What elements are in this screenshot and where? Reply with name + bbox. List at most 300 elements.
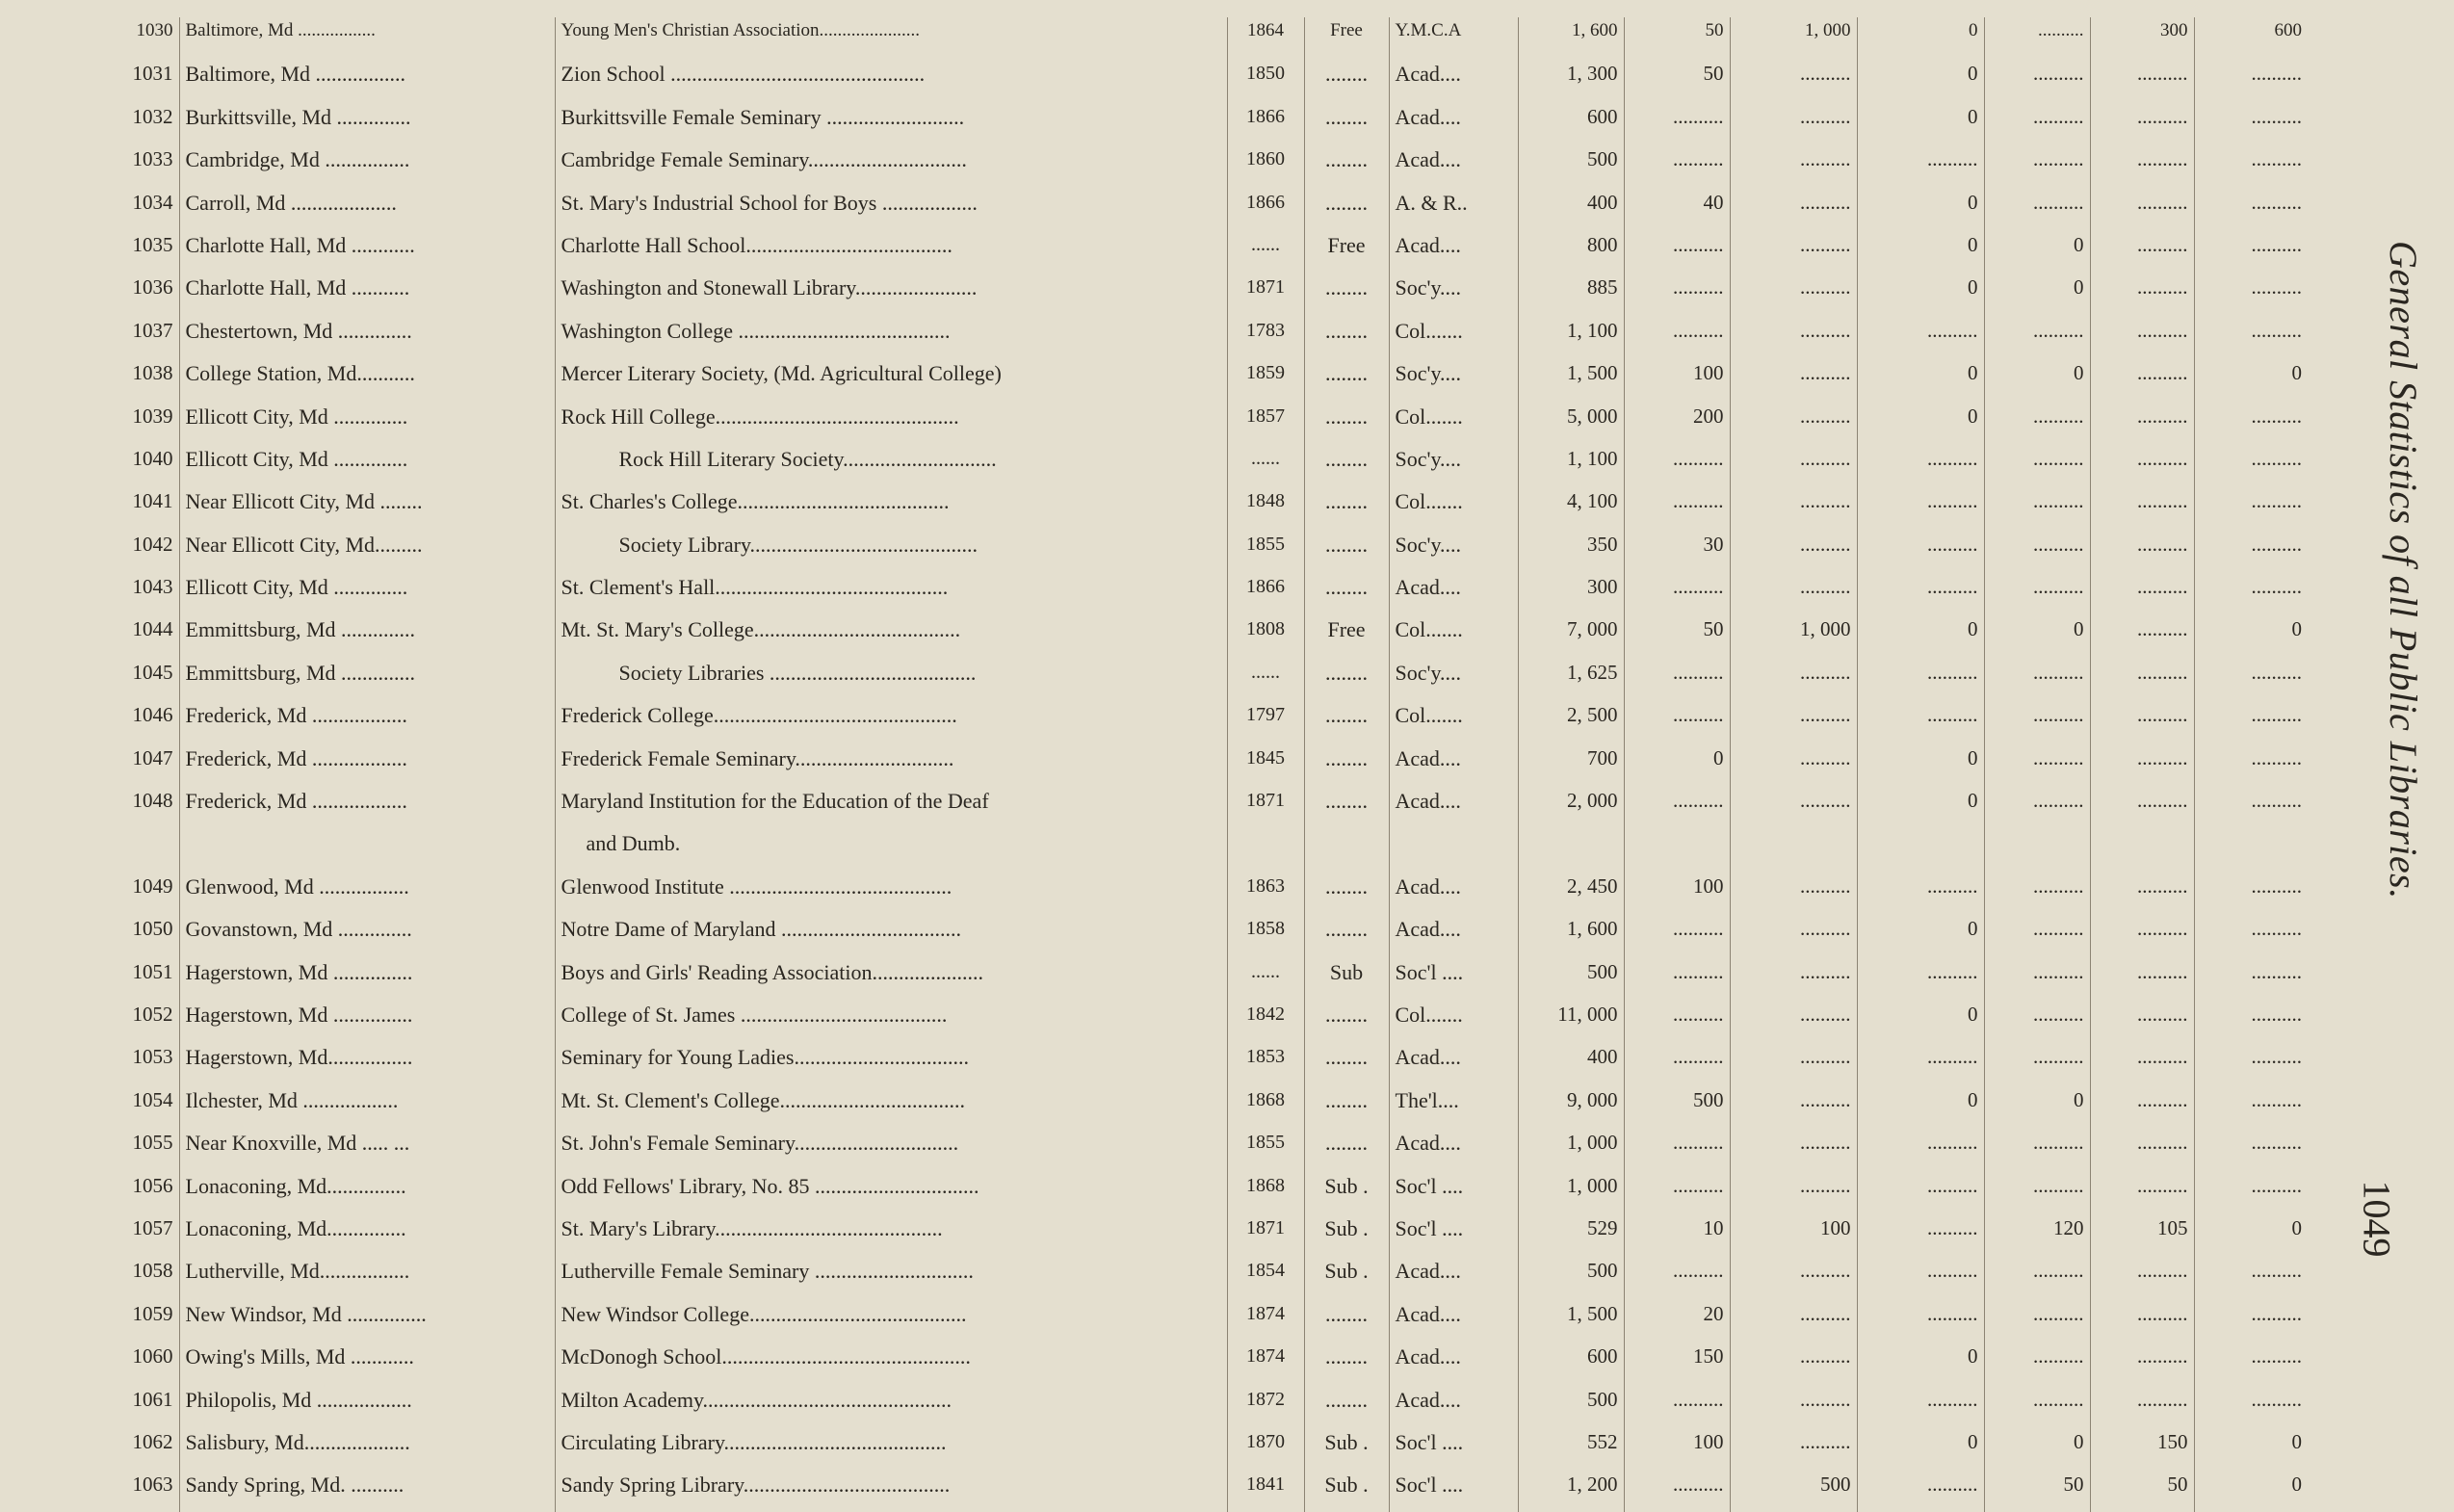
entry-pamphlets: .......... bbox=[1730, 1255, 1857, 1297]
entry-fund: .......... bbox=[1857, 315, 1984, 357]
entry-income: .......... bbox=[1984, 1384, 2090, 1426]
entry-place: Ellicott City, Md .............. bbox=[179, 443, 555, 485]
entry-yearly-increase: .......... bbox=[1624, 699, 1730, 742]
entry-volumes: 2, 450 bbox=[1518, 871, 1624, 913]
entry-yearly-increase: 50 bbox=[1624, 613, 1730, 656]
entry-number: 1057 bbox=[114, 1212, 179, 1255]
entry-volumes: 2, 500 bbox=[1518, 699, 1624, 742]
entry-expenditure-salaries: .......... bbox=[2251, 1259, 2302, 1283]
entry-income: .......... bbox=[1984, 871, 2090, 913]
entry-place: Lonaconing, Md............... bbox=[179, 1170, 555, 1212]
entry-number: 1062 bbox=[114, 1426, 179, 1469]
entry-class: Acad.... bbox=[1389, 58, 1518, 100]
entry-free-or-sub: ........ bbox=[1304, 913, 1389, 955]
entry-fund: .......... bbox=[1857, 143, 1984, 186]
entry-place: Glenwood, Md ................. bbox=[179, 871, 555, 913]
entry-year-founded: ...... bbox=[1227, 443, 1304, 485]
entry-library-name: Zion School ................................................ bbox=[555, 58, 1227, 100]
entry-income: .......... bbox=[1984, 143, 2090, 186]
entry-place: Ilchester, Md .................. bbox=[179, 1084, 555, 1127]
table-row bbox=[114, 1341, 2308, 1383]
entry-library-name: Lutherville Female Seminary .............................. bbox=[555, 1255, 1227, 1297]
entry-income: .......... bbox=[1984, 699, 2090, 742]
entry-class: Col....... bbox=[1389, 315, 1518, 357]
entry-library-name: Cambridge Female Seminary.............................. bbox=[555, 143, 1227, 186]
entry-number: 1047 bbox=[114, 743, 179, 785]
entry-number: 1054 bbox=[114, 1084, 179, 1127]
entry-expenditure-books: .......... bbox=[2090, 485, 2194, 528]
entry-income: .......... bbox=[1984, 401, 2090, 443]
entry-expenditure-salaries: .......... bbox=[2251, 1387, 2302, 1411]
entry-volumes: 600 bbox=[1518, 101, 1624, 143]
entry-expenditure-salaries: .......... bbox=[2251, 446, 2302, 470]
entry-expenditure-books bbox=[2090, 827, 2194, 870]
entry-expenditure-books: .......... bbox=[2090, 571, 2194, 613]
entry-place: Hagerstown, Md ............... bbox=[179, 999, 555, 1041]
entry-free-or-sub: ........ bbox=[1304, 443, 1389, 485]
entry-income: .......... bbox=[1984, 315, 2090, 357]
entry-class: Acad.... bbox=[1389, 143, 1518, 186]
entry-place: Carroll, Md .................... bbox=[179, 187, 555, 229]
entry-class: Acad.... bbox=[1389, 1298, 1518, 1341]
entry-expenditure-books: .......... bbox=[2090, 1255, 2194, 1297]
entry-yearly-increase: .......... bbox=[1624, 1255, 1730, 1297]
entry-volumes: 1, 600 bbox=[1518, 913, 1624, 955]
entry-income: .......... bbox=[1984, 485, 2090, 528]
entry-expenditure-salaries: .......... bbox=[2251, 703, 2302, 727]
entry-fund: 0 bbox=[1857, 58, 1984, 100]
entry-pamphlets: .......... bbox=[1730, 229, 1857, 272]
entry-free-or-sub: ........ bbox=[1304, 485, 1389, 528]
table-body bbox=[114, 17, 2308, 1512]
entry-free-or-sub: ........ bbox=[1304, 272, 1389, 314]
entry-free-or-sub: ........ bbox=[1304, 101, 1389, 143]
entry-fund: .......... bbox=[1857, 1384, 1984, 1426]
entry-volumes: 1, 100 bbox=[1518, 443, 1624, 485]
entry-year-founded: 1874 bbox=[1227, 1341, 1304, 1383]
entry-library-name: New Windsor College......................................... bbox=[555, 1298, 1227, 1341]
entry-volumes: 11, 000 bbox=[1518, 999, 1624, 1041]
entry-expenditure-books: .......... bbox=[2090, 657, 2194, 699]
entry-library-name: Mercer Literary Society, (Md. Agricultural College) bbox=[555, 357, 1227, 400]
entry-free-or-sub: Free bbox=[1304, 229, 1389, 272]
entry-fund: .......... bbox=[1857, 1041, 1984, 1083]
entry-place: Near Ellicott City, Md ........ bbox=[179, 485, 555, 528]
entry-year-founded: 1871 bbox=[1227, 272, 1304, 314]
entry-income: 0 bbox=[1984, 229, 2090, 272]
entry-year-founded: 1872 bbox=[1227, 1384, 1304, 1426]
entry-place: Owing's Mills, Md ............ bbox=[179, 1341, 555, 1383]
entry-volumes: 1, 500 bbox=[1518, 1298, 1624, 1341]
entry-income: 0 bbox=[1984, 357, 2090, 400]
entry-volumes: 1, 000 bbox=[1518, 1170, 1624, 1212]
entry-class: Acad.... bbox=[1389, 571, 1518, 613]
table-row bbox=[114, 1127, 2308, 1169]
entry-class: Soc'l .... bbox=[1389, 956, 1518, 999]
entry-year-founded: 1871 bbox=[1227, 1212, 1304, 1255]
entry-fund: 0 bbox=[1857, 1084, 1984, 1127]
table-row bbox=[114, 743, 2308, 785]
entry-yearly-increase: 30 bbox=[1624, 529, 1730, 571]
entry-volumes: 700 bbox=[1518, 743, 1624, 785]
entry-number: 1050 bbox=[114, 913, 179, 955]
entry-expenditure-salaries: .......... bbox=[2251, 1087, 2302, 1111]
entry-number: 1030 bbox=[114, 17, 179, 58]
entry-pamphlets: .......... bbox=[1730, 187, 1857, 229]
entry-yearly-increase: .......... bbox=[1624, 315, 1730, 357]
entry-year-founded: 1853 bbox=[1227, 1041, 1304, 1083]
entry-expenditure-books: .......... bbox=[2090, 1170, 2194, 1212]
entry-yearly-increase: .......... bbox=[1624, 229, 1730, 272]
entry-number: 1034 bbox=[114, 187, 179, 229]
entry-yearly-increase: 20 bbox=[1624, 1298, 1730, 1341]
table-row bbox=[114, 1298, 2308, 1341]
entry-class: Soc'y.... bbox=[1389, 443, 1518, 485]
entry-library-name: Young Men's Christian Association...................... bbox=[555, 17, 1227, 58]
entry-pamphlets: .......... bbox=[1730, 315, 1857, 357]
entry-expenditure-books: .......... bbox=[2090, 913, 2194, 955]
entry-income: .......... bbox=[1984, 101, 2090, 143]
entry-expenditure-books: .......... bbox=[2090, 1084, 2194, 1127]
entry-expenditure-books: .......... bbox=[2090, 187, 2194, 229]
entry-year-founded: 1870 bbox=[1227, 1426, 1304, 1469]
entry-expenditure-salaries: .......... bbox=[2251, 232, 2302, 256]
entry-fund: .......... bbox=[1857, 529, 1984, 571]
entry-yearly-increase: 100 bbox=[1624, 1426, 1730, 1469]
entry-fund: 0 bbox=[1857, 999, 1984, 1041]
entry-free-or-sub: ........ bbox=[1304, 401, 1389, 443]
entry-class: Acad.... bbox=[1389, 1341, 1518, 1383]
entry-place: Emmittsburg, Md .............. bbox=[179, 657, 555, 699]
entry-expenditure-books: .......... bbox=[2090, 529, 2194, 571]
entry-fund: .......... bbox=[1857, 699, 1984, 742]
entry-pamphlets: .......... bbox=[1730, 1127, 1857, 1169]
entry-class: Soc'l .... bbox=[1389, 1469, 1518, 1511]
entry-class: Acad.... bbox=[1389, 1127, 1518, 1169]
entry-library-name: Odd Fellows' Library, No. 85 ............................... bbox=[555, 1170, 1227, 1212]
entry-expenditure-salaries: .......... bbox=[2251, 190, 2302, 214]
entry-yearly-increase: 50 bbox=[1624, 17, 1730, 58]
entry-year-founded: 1854 bbox=[1227, 1255, 1304, 1297]
entry-number: 1061 bbox=[114, 1384, 179, 1426]
entry-pamphlets: .......... bbox=[1730, 657, 1857, 699]
entry-expenditure-books: 150 bbox=[2090, 1426, 2194, 1469]
entry-volumes: 2, 000 bbox=[1518, 785, 1624, 827]
entry-library-name: Charlotte Hall School....................................... bbox=[555, 229, 1227, 272]
entry-year-founded: 1842 bbox=[1227, 999, 1304, 1041]
entry-pamphlets: .......... bbox=[1730, 1298, 1857, 1341]
entry-library-name: St. Mary's Library........................................... bbox=[555, 1212, 1227, 1255]
entry-expenditure-salaries: .......... bbox=[2251, 489, 2302, 513]
entry-expenditure-salaries: .......... bbox=[2251, 575, 2302, 599]
table-row bbox=[114, 956, 2308, 999]
entry-class: Acad.... bbox=[1389, 1384, 1518, 1426]
table-row bbox=[114, 58, 2308, 100]
entry-volumes: 400 bbox=[1518, 187, 1624, 229]
entry-fund: .......... bbox=[1857, 1170, 1984, 1212]
table-row bbox=[114, 17, 2308, 58]
table-row bbox=[114, 1041, 2308, 1083]
entry-free-or-sub bbox=[1304, 827, 1389, 870]
page-number: 1049 bbox=[2355, 1180, 2399, 1258]
entry-class: Y.M.C.A bbox=[1389, 17, 1518, 58]
entry-expenditure-books: .......... bbox=[2090, 272, 2194, 314]
table-row bbox=[114, 827, 2308, 870]
entry-number: 1055 bbox=[114, 1127, 179, 1169]
entry-income: .......... bbox=[1984, 1298, 2090, 1341]
entry-library-name: Washington College ........................................ bbox=[555, 315, 1227, 357]
entry-library-name: Maryland Institution for the Education of the Deaf bbox=[555, 785, 1227, 827]
entry-pamphlets: 1, 000 bbox=[1730, 613, 1857, 656]
entry-expenditure-salaries: .......... bbox=[2251, 1045, 2302, 1069]
entry-income: .......... bbox=[1984, 657, 2090, 699]
entry-yearly-increase: 150 bbox=[1624, 1341, 1730, 1383]
entry-yearly-increase: 100 bbox=[1624, 357, 1730, 400]
entry-income: .......... bbox=[1984, 58, 2090, 100]
entry-class: Acad.... bbox=[1389, 1255, 1518, 1297]
entry-fund: .......... bbox=[1857, 443, 1984, 485]
entry-pamphlets: .......... bbox=[1730, 571, 1857, 613]
entry-class: Acad.... bbox=[1389, 871, 1518, 913]
table-row bbox=[114, 871, 2308, 913]
entry-place: Near Ellicott City, Md......... bbox=[179, 529, 555, 571]
entry-class: Acad.... bbox=[1389, 913, 1518, 955]
entry-free-or-sub: ........ bbox=[1304, 1041, 1389, 1083]
entry-pamphlets: .......... bbox=[1730, 956, 1857, 999]
table-row bbox=[114, 187, 2308, 229]
table-row bbox=[114, 357, 2308, 400]
entry-class: Soc'y.... bbox=[1389, 272, 1518, 314]
entry-library-name: Rock Hill Literary Society............................. bbox=[555, 443, 1227, 485]
entry-class: Col....... bbox=[1389, 485, 1518, 528]
entry-expenditure-books: 105 bbox=[2090, 1212, 2194, 1255]
table-row bbox=[114, 1384, 2308, 1426]
entry-pamphlets: .......... bbox=[1730, 58, 1857, 100]
table-row bbox=[114, 1212, 2308, 1255]
entry-class: Soc'l .... bbox=[1389, 1426, 1518, 1469]
entry-number: 1063 bbox=[114, 1469, 179, 1511]
entry-fund: 0 bbox=[1857, 187, 1984, 229]
entry-pamphlets: .......... bbox=[1730, 785, 1857, 827]
entry-library-name: and Dumb. bbox=[555, 827, 1227, 870]
entry-yearly-increase: .......... bbox=[1624, 1170, 1730, 1212]
entry-fund: .......... bbox=[1857, 571, 1984, 613]
entry-expenditure-books: .......... bbox=[2090, 743, 2194, 785]
entry-free-or-sub: ........ bbox=[1304, 1384, 1389, 1426]
entry-number: 1042 bbox=[114, 529, 179, 571]
entry-number: 1041 bbox=[114, 485, 179, 528]
entry-volumes bbox=[1518, 827, 1624, 870]
entry-expenditure-books: .......... bbox=[2090, 315, 2194, 357]
entry-volumes: 4, 100 bbox=[1518, 485, 1624, 528]
entry-volumes: 5, 000 bbox=[1518, 401, 1624, 443]
entry-place: Near Knoxville, Md ..... ... bbox=[179, 1127, 555, 1169]
entry-place: Lutherville, Md................. bbox=[179, 1255, 555, 1297]
entry-volumes: 1, 600 bbox=[1518, 17, 1624, 58]
entry-number: 1039 bbox=[114, 401, 179, 443]
entry-year-founded: 1866 bbox=[1227, 101, 1304, 143]
entry-fund: 0 bbox=[1857, 613, 1984, 656]
entry-pamphlets: 500 bbox=[1730, 1469, 1857, 1511]
entry-place: Burkittsville, Md .............. bbox=[179, 101, 555, 143]
entry-yearly-increase: .......... bbox=[1624, 143, 1730, 186]
entry-free-or-sub: ........ bbox=[1304, 1127, 1389, 1169]
entry-fund: .......... bbox=[1857, 956, 1984, 999]
entry-year-founded: 1855 bbox=[1227, 529, 1304, 571]
entry-free-or-sub: Sub . bbox=[1304, 1170, 1389, 1212]
table-row bbox=[114, 272, 2308, 314]
entry-place bbox=[179, 827, 555, 870]
entry-expenditure-salaries: .......... bbox=[2251, 1002, 2302, 1026]
entry-yearly-increase: .......... bbox=[1624, 785, 1730, 827]
entry-expenditure-salaries: .......... bbox=[2251, 318, 2302, 342]
entry-volumes: 529 bbox=[1518, 1212, 1624, 1255]
entry-fund: .......... bbox=[1857, 1127, 1984, 1169]
entry-year-founded: 1850 bbox=[1227, 58, 1304, 100]
entry-year-founded: 1808 bbox=[1227, 613, 1304, 656]
entry-volumes: 1, 500 bbox=[1518, 357, 1624, 400]
entry-income: .......... bbox=[1984, 1041, 2090, 1083]
entry-class: Acad.... bbox=[1389, 743, 1518, 785]
table-row bbox=[114, 1469, 2308, 1511]
entry-year-founded: 1871 bbox=[1227, 785, 1304, 827]
entry-year-founded: 1864 bbox=[1227, 17, 1304, 58]
entry-place: Philopolis, Md .................. bbox=[179, 1384, 555, 1426]
entry-place: Charlotte Hall, Md ............ bbox=[179, 229, 555, 272]
entry-yearly-increase: 200 bbox=[1624, 401, 1730, 443]
entry-expenditure-salaries: 0 bbox=[2291, 1215, 2302, 1239]
entry-pamphlets: .......... bbox=[1730, 1170, 1857, 1212]
entry-expenditure-books: .......... bbox=[2090, 229, 2194, 272]
entry-pamphlets: .......... bbox=[1730, 699, 1857, 742]
entry-yearly-increase: 50 bbox=[1624, 58, 1730, 100]
entry-volumes: 350 bbox=[1518, 529, 1624, 571]
entry-income: .......... bbox=[1984, 1170, 2090, 1212]
entry-expenditure-books: .......... bbox=[2090, 1041, 2194, 1083]
entry-yearly-increase: 40 bbox=[1624, 187, 1730, 229]
table-row bbox=[114, 999, 2308, 1041]
entry-fund: 0 bbox=[1857, 357, 1984, 400]
entry-volumes: 1, 300 bbox=[1518, 58, 1624, 100]
entry-yearly-increase: .......... bbox=[1624, 1469, 1730, 1511]
entry-volumes: 500 bbox=[1518, 1384, 1624, 1426]
entry-library-name: Notre Dame of Maryland .................................. bbox=[555, 913, 1227, 955]
entry-number: 1031 bbox=[114, 58, 179, 100]
entry-income: .......... bbox=[1984, 785, 2090, 827]
entry-income: 50 bbox=[1984, 1469, 2090, 1511]
entry-expenditure-books: 50 bbox=[2090, 1469, 2194, 1511]
table-row bbox=[114, 1255, 2308, 1297]
entry-year-founded: ...... bbox=[1227, 657, 1304, 699]
entry-expenditure-salaries: .......... bbox=[2251, 660, 2302, 684]
entry-expenditure-salaries: 0 bbox=[2291, 1429, 2302, 1453]
entry-volumes: 9, 000 bbox=[1518, 1084, 1624, 1127]
entry-pamphlets bbox=[1730, 827, 1857, 870]
entry-expenditure-books: .......... bbox=[2090, 956, 2194, 999]
entry-pamphlets: .......... bbox=[1730, 272, 1857, 314]
entry-expenditure-books: 300 bbox=[2090, 17, 2194, 58]
entry-volumes: 500 bbox=[1518, 1255, 1624, 1297]
entry-free-or-sub: ........ bbox=[1304, 871, 1389, 913]
table-row bbox=[114, 571, 2308, 613]
entry-expenditure-salaries: .......... bbox=[2251, 1173, 2302, 1197]
entry-income: .......... bbox=[1984, 529, 2090, 571]
entry-volumes: 1, 200 bbox=[1518, 1469, 1624, 1511]
entry-class: Col....... bbox=[1389, 613, 1518, 656]
entry-expenditure-salaries: .......... bbox=[2251, 1301, 2302, 1325]
entry-fund bbox=[1857, 827, 1984, 870]
entry-year-founded: 1848 bbox=[1227, 485, 1304, 528]
entry-free-or-sub: ........ bbox=[1304, 743, 1389, 785]
table-row bbox=[114, 613, 2308, 656]
entry-library-name: St. Mary's Industrial School for Boys .................. bbox=[555, 187, 1227, 229]
entry-place: Frederick, Md .................. bbox=[179, 743, 555, 785]
entry-income: .......... bbox=[1984, 17, 2090, 58]
entry-yearly-increase: 0 bbox=[1624, 743, 1730, 785]
entry-expenditure-salaries: .......... bbox=[2251, 745, 2302, 769]
entry-class: Acad.... bbox=[1389, 1041, 1518, 1083]
entry-yearly-increase: .......... bbox=[1624, 571, 1730, 613]
entry-yearly-increase: .......... bbox=[1624, 1384, 1730, 1426]
entry-place: Hagerstown, Md................ bbox=[179, 1041, 555, 1083]
entry-expenditure-books: .......... bbox=[2090, 1384, 2194, 1426]
entry-volumes: 7, 000 bbox=[1518, 613, 1624, 656]
entry-fund: .......... bbox=[1857, 657, 1984, 699]
entry-pamphlets: .......... bbox=[1730, 1084, 1857, 1127]
entry-class: Soc'l .... bbox=[1389, 1170, 1518, 1212]
entry-year-founded: 1866 bbox=[1227, 571, 1304, 613]
table-row bbox=[114, 1170, 2308, 1212]
entry-year-founded bbox=[1227, 827, 1304, 870]
entry-expenditure-salaries: .......... bbox=[2251, 959, 2302, 983]
entry-income: .......... bbox=[1984, 187, 2090, 229]
entry-expenditure-books: .......... bbox=[2090, 58, 2194, 100]
entry-free-or-sub: ........ bbox=[1304, 1084, 1389, 1127]
entry-yearly-increase: .......... bbox=[1624, 443, 1730, 485]
entry-library-name: Mt. St. Clement's College................................... bbox=[555, 1084, 1227, 1127]
entry-pamphlets: .......... bbox=[1730, 999, 1857, 1041]
entry-library-name: Society Library........................................... bbox=[555, 529, 1227, 571]
entry-yearly-increase: 10 bbox=[1624, 1212, 1730, 1255]
entry-library-name: Seminary for Young Ladies................................. bbox=[555, 1041, 1227, 1083]
entry-expenditure-books: .......... bbox=[2090, 357, 2194, 400]
entry-number: 1046 bbox=[114, 699, 179, 742]
entry-volumes: 500 bbox=[1518, 956, 1624, 999]
entry-fund: .......... bbox=[1857, 871, 1984, 913]
entry-number: 1051 bbox=[114, 956, 179, 999]
entry-expenditure-salaries bbox=[2194, 827, 2308, 870]
entry-library-name: Rock Hill College.............................................. bbox=[555, 401, 1227, 443]
entry-free-or-sub: ........ bbox=[1304, 58, 1389, 100]
entry-income: .......... bbox=[1984, 743, 2090, 785]
entry-year-founded: ...... bbox=[1227, 229, 1304, 272]
entry-volumes: 1, 100 bbox=[1518, 315, 1624, 357]
entry-place: Hagerstown, Md ............... bbox=[179, 956, 555, 999]
entry-place: Ellicott City, Md .............. bbox=[179, 401, 555, 443]
entry-pamphlets: .......... bbox=[1730, 1384, 1857, 1426]
entry-fund: 0 bbox=[1857, 913, 1984, 955]
entry-library-name: St. Charles's College........................................ bbox=[555, 485, 1227, 528]
entry-expenditure-salaries: .......... bbox=[2251, 917, 2302, 941]
entry-fund: 0 bbox=[1857, 17, 1984, 58]
entry-expenditure-salaries: 0 bbox=[2291, 361, 2302, 385]
entry-library-name: St. Clement's Hall............................................ bbox=[555, 571, 1227, 613]
table-row bbox=[114, 401, 2308, 443]
entry-pamphlets: 100 bbox=[1730, 1212, 1857, 1255]
entry-year-founded: ...... bbox=[1227, 956, 1304, 999]
entry-pamphlets: .......... bbox=[1730, 443, 1857, 485]
entry-place: Sandy Spring, Md. .......... bbox=[179, 1469, 555, 1511]
